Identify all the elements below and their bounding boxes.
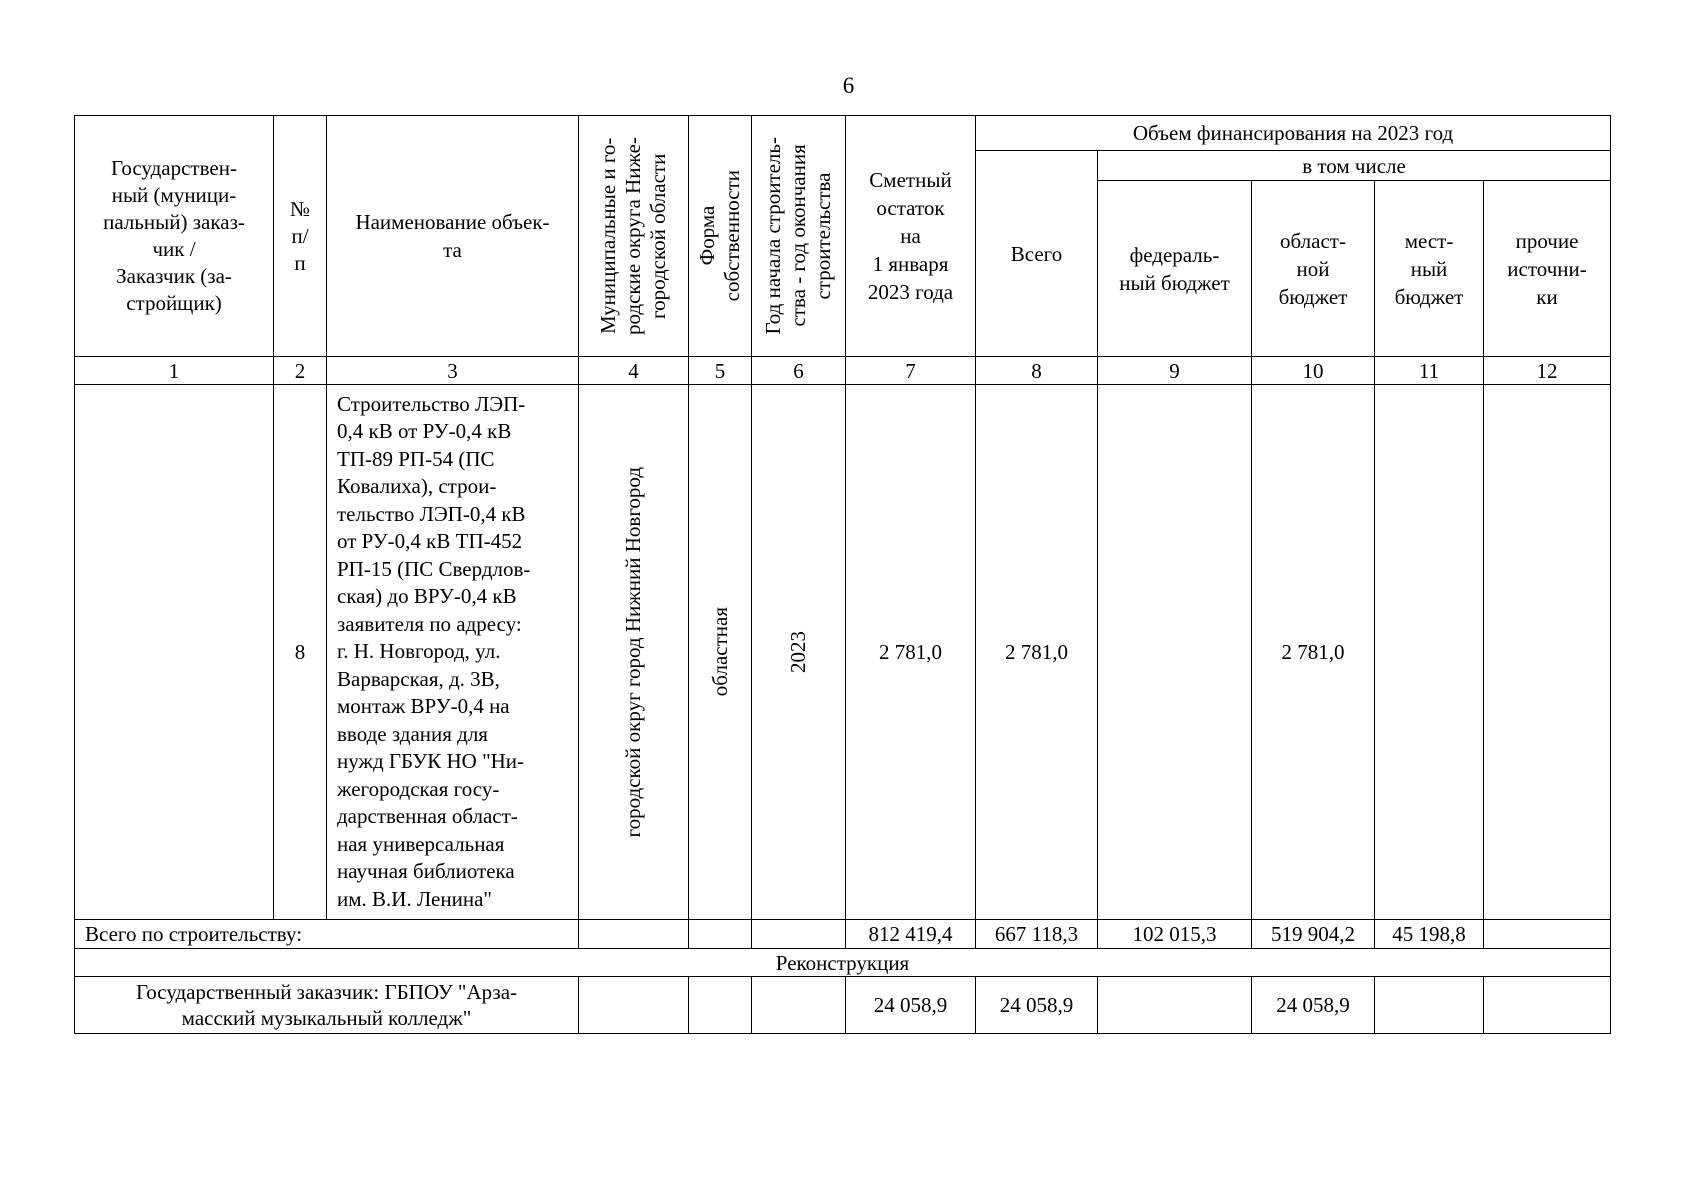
- total-other: [1484, 920, 1611, 949]
- header-num: № п/ п: [274, 116, 327, 357]
- column-numbers-row: [75, 357, 1611, 385]
- column-number: 12: [1484, 357, 1611, 385]
- cell-empty: [579, 977, 689, 1034]
- header-local: мест- ный бюджет: [1375, 181, 1484, 357]
- cell-total: 2 781,0: [976, 385, 1098, 920]
- cell-customer: [75, 385, 274, 920]
- customer-total: 24 058,9: [976, 977, 1098, 1034]
- customer-row: [75, 977, 1611, 1034]
- cell-empty: [752, 920, 846, 949]
- customer-federal: [1098, 977, 1252, 1034]
- header-other: прочие источни- ки: [1484, 181, 1611, 357]
- column-number: 6: [752, 357, 846, 385]
- total-estimate: 812 419,4: [846, 920, 976, 949]
- cell-regional: 2 781,0: [1252, 385, 1375, 920]
- customer-label: Государственный заказчик: ГБПОУ "Арза- масский музыкальный колледж": [75, 977, 579, 1034]
- cell-empty: [579, 920, 689, 949]
- column-number: 5: [689, 357, 752, 385]
- total-row: [75, 920, 1611, 949]
- total-local: 45 198,8: [1375, 920, 1484, 949]
- table-row: [75, 385, 1611, 920]
- cell-estimate: 2 781,0: [846, 385, 976, 920]
- header-estimate: Сметный остаток на 1 января 2023 года: [846, 116, 976, 357]
- page-number: 6: [842, 73, 855, 98]
- header-regional: област- ной бюджет: [1252, 181, 1375, 357]
- cell-object-name: Строительство ЛЭП- 0,4 кВ от РУ-0,4 кВ ТП-89 РП-54 (ПС Ковалиха), строи- тельство ЛЭП-0,4 кВ от РУ-0,4 кВ ТП-452 РП-15 (ПС Свердлов- ская) до ВРУ-0,4 кВ заявителя по адресу: г. Н. Новгород, ул. Варварская, д. 3В, монтаж ВРУ-0,4 на вводе здания для нужд ГБУК НО "Ни- жегородская госу- дарственная област- ная универсальная научная библиотека им. В.И. Ленина": [327, 385, 579, 920]
- column-number: 7: [846, 357, 976, 385]
- column-number: 3: [327, 357, 579, 385]
- header-object-name: Наименование объек- та: [327, 116, 579, 357]
- header-ownership: Форма собственности: [689, 116, 752, 357]
- total-label: Всего по строительству:: [75, 920, 579, 949]
- customer-local: [1375, 977, 1484, 1034]
- cell-local: [1375, 385, 1484, 920]
- section-row: [75, 949, 1611, 977]
- cell-empty: [689, 977, 752, 1034]
- column-number: 1: [75, 357, 274, 385]
- column-number: 10: [1252, 357, 1375, 385]
- total-federal: 102 015,3: [1098, 920, 1252, 949]
- header-federal: федераль- ный бюджет: [1098, 181, 1252, 357]
- column-number: 4: [579, 357, 689, 385]
- cell-empty: [689, 920, 752, 949]
- header-years: Год начала строитель- ства - год окончания строительства: [752, 116, 846, 357]
- customer-other: [1484, 977, 1611, 1034]
- column-number: 11: [1375, 357, 1484, 385]
- header-total: Всего: [976, 151, 1098, 357]
- cell-empty: [752, 977, 846, 1034]
- cell-years: 2023: [752, 385, 846, 920]
- customer-estimate: 24 058,9: [846, 977, 976, 1034]
- section-title: Реконструкция: [75, 949, 1611, 977]
- cell-other: [1484, 385, 1611, 920]
- financing-table: [74, 115, 1611, 1034]
- cell-federal: [1098, 385, 1252, 920]
- cell-ownership: областная: [689, 385, 752, 920]
- cell-num: 8: [274, 385, 327, 920]
- total-regional: 519 904,2: [1252, 920, 1375, 949]
- total-total: 667 118,3: [976, 920, 1098, 949]
- customer-regional: 24 058,9: [1252, 977, 1375, 1034]
- header-municipal: Муниципальные и го- родские округа Ниже- городской области: [579, 116, 689, 357]
- column-number: 2: [274, 357, 327, 385]
- header-customer: Государствен- ный (муници- пальный) заказ- чик / Заказчик (за- стройщик): [75, 116, 274, 357]
- header-including: в том числе: [1098, 151, 1611, 181]
- header-funding-group: Объем финансирования на 2023 год: [976, 116, 1611, 151]
- column-number: 9: [1098, 357, 1252, 385]
- column-number: 8: [976, 357, 1098, 385]
- cell-municipal: городской округ город Нижний Новгород: [579, 385, 689, 920]
